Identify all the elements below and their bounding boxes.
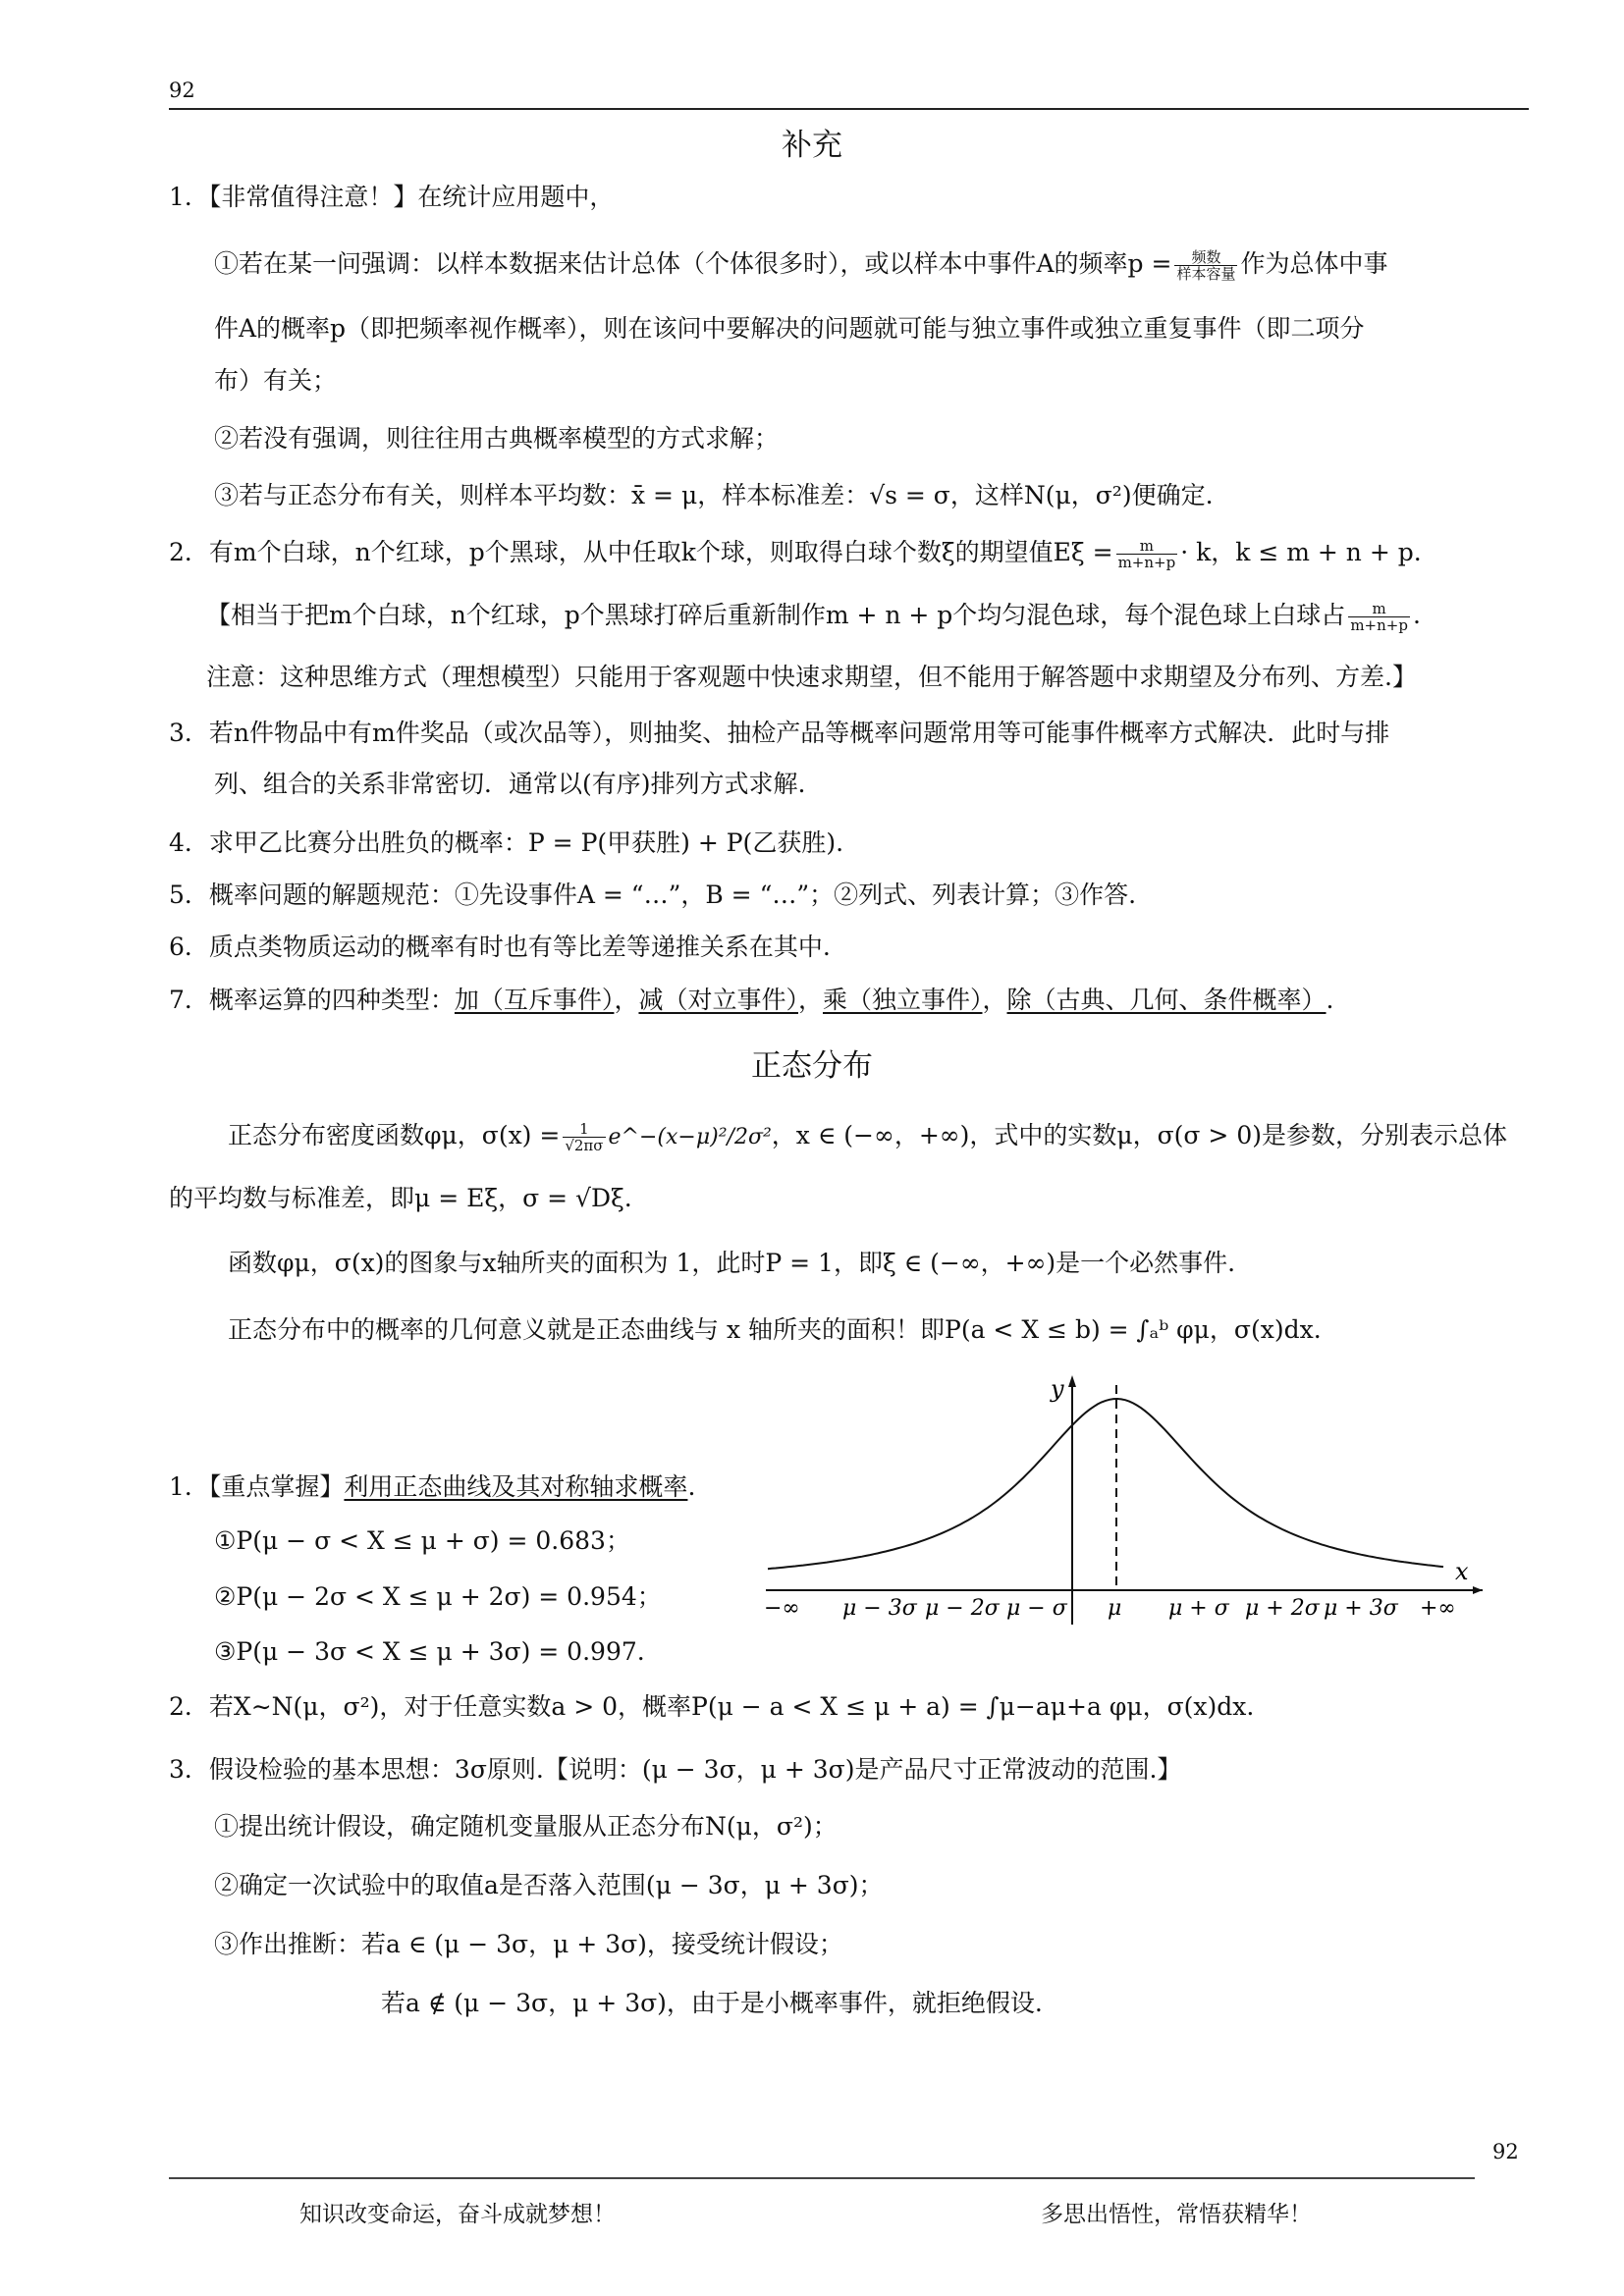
key-3-d: 若a ∉ (μ − 3σ，μ + 3σ)，由于是小概率事件，就拒绝假设. bbox=[381, 1989, 1043, 2017]
y-axis-label: y bbox=[1051, 1375, 1064, 1403]
item-1-b: ②若没有强调，则往往用古典概率模型的方式求解； bbox=[214, 424, 780, 453]
item-2-tail: · k，k ≤ m + n + p. bbox=[1180, 538, 1422, 566]
fraction-numerator: 频数 bbox=[1174, 249, 1237, 266]
footer-motto-right: 多思出悟性，常悟获精华！ bbox=[1041, 2202, 1312, 2227]
item-5: 5．概率问题的解题规范：①先设事件A = “…”，B = “…”；②列式、列表计算；③作答. bbox=[169, 881, 1137, 909]
fraction-numerator: m bbox=[1116, 538, 1178, 555]
item-7-sep-3: ， bbox=[982, 986, 1007, 1014]
key-1-a: ①P(μ − σ < X ≤ μ + σ) = 0.683； bbox=[214, 1526, 630, 1555]
density-exponential: e^−(x−μ)²/2σ² bbox=[608, 1125, 772, 1149]
key-1-c: ③P(μ − 3σ < X ≤ μ + 3σ) = 0.997. bbox=[214, 1637, 645, 1666]
fraction-denominator: 样本容量 bbox=[1176, 265, 1236, 283]
key-3-c: ③作出推断：若a ∈ (μ − 3σ，μ + 3σ)，接受统计假设； bbox=[214, 1930, 843, 1958]
normal-density-line2: 的平均数与标准差，即μ = Eξ，σ = √Dξ. bbox=[169, 1184, 632, 1212]
normal-geometric-meaning: 正态分布中的概率的几何意义就是正态曲线与 x 轴所夹的面积！即P(a < X ≤ b) = ∫ₐᵇ φμ，σ(x)dx. bbox=[228, 1315, 1322, 1344]
fraction-denominator: m+n+p bbox=[1117, 554, 1176, 571]
item-1-a-line3: 布）有关； bbox=[214, 366, 338, 395]
footer-motto-left: 知识改变命运，奋斗成就梦想！ bbox=[299, 2202, 616, 2227]
item-3-line2: 列、组合的关系非常密切．通常以(有序)排列方式求解. bbox=[214, 770, 806, 798]
key-3: 3．假设检验的基本思想：3σ原则.【说明：(μ − 3σ，μ + 3σ)是产品尺寸正常波动的范围.】 bbox=[169, 1755, 1182, 1784]
tick-label: μ + σ bbox=[1168, 1596, 1229, 1621]
item-7-end: . bbox=[1326, 986, 1334, 1014]
normal-area-note: 函数φμ，σ(x)的图象与x轴所夹的面积为 1，此时P = 1，即ξ ∈ (−∞，+∞)是一个必然事件. bbox=[228, 1249, 1236, 1277]
tick-label: μ − 3σ bbox=[842, 1596, 917, 1621]
normal-density-line1 bbox=[228, 1119, 1507, 1154]
tick-label: μ bbox=[1108, 1596, 1122, 1621]
tick-label: μ − σ bbox=[1006, 1596, 1067, 1621]
fraction-denominator: √2πσ bbox=[565, 1137, 604, 1154]
footer-page-number: 92 bbox=[1492, 2140, 1519, 2163]
item-2-note-line1 bbox=[206, 599, 1421, 633]
item-7-add: 加（互斥事件） bbox=[454, 986, 615, 1014]
tick-label: μ + 3σ bbox=[1324, 1596, 1398, 1621]
tick-label: μ − 2σ bbox=[925, 1596, 1000, 1621]
item-7-sep-2: ， bbox=[797, 986, 823, 1014]
item-6: 6．质点类物质运动的概率有时也有等比差等递推关系在其中. bbox=[169, 933, 831, 961]
item-7 bbox=[169, 984, 1333, 1017]
item-2-note-line2: 注意：这种思维方式（理想模型）只能用于客观题中快速求期望，但不能用于解答题中求期望及分布列、方差.】 bbox=[206, 663, 1417, 691]
fraction-denominator: m+n+p bbox=[1350, 616, 1408, 634]
header-rule bbox=[169, 108, 1529, 110]
key-1-underlined: 利用正态曲线及其对称轴求概率 bbox=[344, 1472, 688, 1501]
section-title-normal-distribution: 正态分布 bbox=[751, 1048, 873, 1084]
tick-label: +∞ bbox=[1420, 1596, 1456, 1621]
key-3-a: ①提出统计假设，确定随机变量服从正态分布N(μ，σ²)； bbox=[214, 1812, 838, 1841]
item-1-lead: 1．【非常值得注意！】在统计应用题中， bbox=[169, 183, 615, 211]
item-1-c: ③若与正态分布有关，则样本平均数：x̄ = μ，样本标准差：√s = σ，这样N(μ，σ²)便确定. bbox=[214, 481, 1214, 509]
density-coefficient bbox=[563, 1121, 605, 1153]
fraction-numerator: m bbox=[1348, 601, 1410, 617]
expectation-fraction bbox=[1116, 538, 1178, 570]
tick-label: −∞ bbox=[764, 1596, 800, 1621]
x-axis-label: x bbox=[1455, 1558, 1469, 1585]
header-page-number: 92 bbox=[169, 79, 195, 102]
item-2-note-text: 【相当于把m个白球，n个红球，p个黑球打碎后重新制作m + n + p个均匀混色球，每个混色球上白球占 bbox=[206, 601, 1346, 629]
section-title-supplement: 补充 bbox=[782, 128, 842, 163]
density-text: 正态分布密度函数φμ，σ(x) = bbox=[228, 1121, 561, 1149]
freq-fraction bbox=[1174, 249, 1237, 282]
item-2-line1 bbox=[169, 536, 1422, 570]
item-2-note-end: . bbox=[1412, 601, 1421, 629]
item-7-subtract: 减（对立事件） bbox=[638, 986, 798, 1014]
item-1-a-line1 bbox=[214, 247, 1388, 282]
normal-curve bbox=[768, 1399, 1443, 1569]
y-axis-arrow bbox=[1068, 1375, 1076, 1387]
key-1-label: 1．【重点掌握】 bbox=[169, 1472, 345, 1501]
item-7-divide: 除（古典、几何、条件概率） bbox=[1006, 986, 1326, 1014]
tick-label: μ + 2σ bbox=[1245, 1596, 1320, 1621]
item-1-a-text: ①若在某一问强调：以样本数据来估计总体（个体很多时），或以样本中事件A的频率p = bbox=[214, 249, 1172, 278]
normal-curve-figure bbox=[756, 1369, 1492, 1634]
white-ball-fraction bbox=[1348, 601, 1410, 633]
item-4: 4．求甲乙比赛分出胜负的概率：P = P(甲获胜) + P(乙获胜). bbox=[169, 828, 844, 857]
item-1-a-line2: 件A的概率p（即把频率视作概率），则在该问中要解决的问题就可能与独立事件或独立重复事件（即二项分 bbox=[214, 314, 1365, 343]
item-3-line1: 3．若n件物品中有m件奖品（或次品等），则抽奖、抽检产品等概率问题常用等可能事件概率方式解决．此时与排 bbox=[169, 719, 1390, 747]
fraction-numerator: 1 bbox=[563, 1121, 605, 1138]
item-1-a-tail: 作为总体中事 bbox=[1240, 249, 1388, 278]
item-7-sep-1: ， bbox=[614, 986, 639, 1014]
key-1-b: ②P(μ − 2σ < X ≤ μ + 2σ) = 0.954； bbox=[214, 1582, 662, 1611]
key-1-end: . bbox=[687, 1472, 696, 1501]
x-axis-arrow bbox=[1473, 1586, 1483, 1594]
key-1-lead bbox=[169, 1470, 695, 1504]
density-tail: ，x ∈ (−∞，+∞)，式中的实数μ，σ(σ > 0)是参数，分别表示总体 bbox=[771, 1121, 1507, 1149]
item-7-lead: 7．概率运算的四种类型： bbox=[169, 986, 455, 1014]
item-7-multiply: 乘（独立事件） bbox=[822, 986, 983, 1014]
key-2: 2．若X∼N(μ，σ²)，对于任意实数a > 0，概率P(μ − a < X ≤ μ + a) = ∫μ−aμ+a φμ，σ(x)dx. bbox=[169, 1692, 1255, 1721]
footer-rule bbox=[169, 2177, 1475, 2179]
item-2-text: 2．有m个白球，n个红球，p个黑球，从中任取k个球，则取得白球个数ξ的期望值Eξ = bbox=[169, 538, 1113, 566]
key-3-b: ②确定一次试验中的取值a是否落入范围(μ − 3σ，μ + 3σ)； bbox=[214, 1871, 884, 1899]
